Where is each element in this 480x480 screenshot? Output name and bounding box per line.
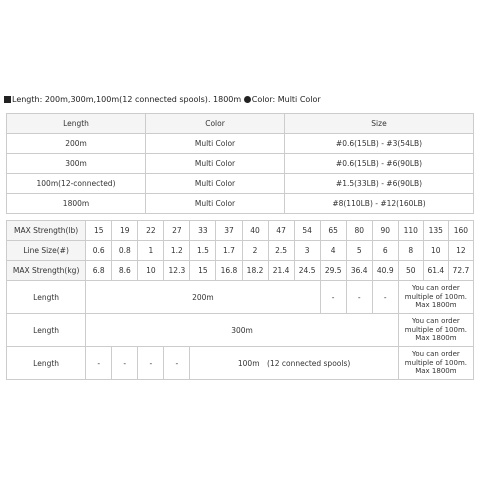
circle-bullet-icon bbox=[244, 96, 251, 103]
line-size-cell: 1 bbox=[138, 241, 164, 261]
strength-table bbox=[6, 220, 474, 380]
strength-lb-cell: 160 bbox=[448, 221, 473, 241]
spec-header-color: Color bbox=[146, 114, 285, 134]
line-size-cell: 10 bbox=[423, 241, 448, 261]
spec-cell: Multi Color bbox=[146, 154, 285, 174]
spec-cell: #1.5(33LB) - #6(90LB) bbox=[285, 174, 474, 194]
strength-kg-cell: 21.4 bbox=[268, 261, 294, 281]
length-label: Length: 200m,300m,100m(12 connected spools) bbox=[12, 95, 208, 104]
length-300m-cell: 300m bbox=[86, 314, 399, 347]
length-200m-cell: 200m bbox=[86, 281, 320, 314]
spec-cell: Multi Color bbox=[146, 174, 285, 194]
strength-kg-cell: 18.2 bbox=[242, 261, 268, 281]
strength-lb-cell: 135 bbox=[423, 221, 448, 241]
strength-lb-cell: 90 bbox=[372, 221, 398, 241]
strength-kg-cell: 6.8 bbox=[86, 261, 112, 281]
table-row bbox=[7, 134, 474, 154]
line-size-cell: 4 bbox=[320, 241, 346, 261]
row-label-length: Length bbox=[7, 281, 86, 314]
row-label-lb: MAX Strength(lb) bbox=[7, 221, 86, 241]
strength-kg-cell: 24.5 bbox=[294, 261, 320, 281]
headline-separator: . bbox=[207, 95, 214, 104]
dash-cell: - bbox=[320, 281, 346, 314]
line-size-cell: 8 bbox=[398, 241, 423, 261]
order-note: You can order multiple of 100m. Max 1800m bbox=[398, 347, 473, 380]
dash-cell: - bbox=[138, 347, 164, 380]
headline bbox=[4, 95, 321, 104]
color-label: Color: Multi Color bbox=[251, 95, 321, 104]
spec-cell: 200m bbox=[7, 134, 146, 154]
order-note: You can order multiple of 100m. Max 1800m bbox=[398, 314, 473, 347]
row-label-size: Line Size(#) bbox=[7, 241, 86, 261]
strength-lb-cell: 80 bbox=[346, 221, 372, 241]
length-extra: 1800m bbox=[213, 95, 242, 104]
strength-lb-cell: 22 bbox=[138, 221, 164, 241]
line-size-cell: 2 bbox=[242, 241, 268, 261]
line-size-cell: 1.7 bbox=[216, 241, 242, 261]
line-size-cell: 5 bbox=[346, 241, 372, 261]
dash-cell: - bbox=[86, 347, 112, 380]
strength-kg-cell: 40.9 bbox=[372, 261, 398, 281]
line-size-cell: 0.6 bbox=[86, 241, 112, 261]
spec-header-length: Length bbox=[7, 114, 146, 134]
line-size-cell: 1.2 bbox=[164, 241, 190, 261]
strength-kg-cell: 29.5 bbox=[320, 261, 346, 281]
square-bullet-icon bbox=[4, 96, 11, 103]
table-row bbox=[7, 154, 474, 174]
line-size-cell: 3 bbox=[294, 241, 320, 261]
strength-kg-cell: 16.8 bbox=[216, 261, 242, 281]
strength-lb-cell: 47 bbox=[268, 221, 294, 241]
spec-cell: 1800m bbox=[7, 194, 146, 214]
line-size-cell: 2.5 bbox=[268, 241, 294, 261]
row-label-length: Length bbox=[7, 314, 86, 347]
spec-cell: 100m(12-connected) bbox=[7, 174, 146, 194]
spec-cell: #0.6(15LB) - #6(90LB) bbox=[285, 154, 474, 174]
strength-kg-cell: 10 bbox=[138, 261, 164, 281]
line-size-cell: 12 bbox=[448, 241, 473, 261]
strength-lb-cell: 110 bbox=[398, 221, 423, 241]
spec-table bbox=[6, 113, 474, 214]
strength-lb-cell: 19 bbox=[112, 221, 138, 241]
row-label-kg: MAX Strength(kg) bbox=[7, 261, 86, 281]
dash-cell: - bbox=[372, 281, 398, 314]
strength-kg-cell: 36.4 bbox=[346, 261, 372, 281]
strength-kg-cell: 12.3 bbox=[164, 261, 190, 281]
spec-cell: #8(110LB) - #12(160LB) bbox=[285, 194, 474, 214]
spec-cell: Multi Color bbox=[146, 134, 285, 154]
strength-kg-cell: 72.7 bbox=[448, 261, 473, 281]
table-row bbox=[7, 221, 474, 241]
order-note: You can order multiple of 100m. Max 1800m bbox=[398, 281, 473, 314]
dash-cell: - bbox=[164, 347, 190, 380]
row-label-length: Length bbox=[7, 347, 86, 380]
table-row bbox=[7, 241, 474, 261]
spec-cell: Multi Color bbox=[146, 194, 285, 214]
strength-lb-cell: 65 bbox=[320, 221, 346, 241]
strength-lb-cell: 33 bbox=[190, 221, 216, 241]
line-size-cell: 1.5 bbox=[190, 241, 216, 261]
line-size-cell: 0.8 bbox=[112, 241, 138, 261]
line-size-cell: 6 bbox=[372, 241, 398, 261]
strength-lb-cell: 27 bbox=[164, 221, 190, 241]
strength-lb-cell: 15 bbox=[86, 221, 112, 241]
strength-lb-cell: 37 bbox=[216, 221, 242, 241]
table-row bbox=[7, 347, 474, 380]
strength-kg-cell: 8.6 bbox=[112, 261, 138, 281]
spec-cell: 300m bbox=[7, 154, 146, 174]
table-row bbox=[7, 261, 474, 281]
table-row bbox=[7, 194, 474, 214]
strength-kg-cell: 61.4 bbox=[423, 261, 448, 281]
table-row bbox=[7, 314, 474, 347]
length-100m-cell: 100m (12 connected spools) bbox=[190, 347, 398, 380]
strength-lb-cell: 54 bbox=[294, 221, 320, 241]
spec-cell: #0.6(15LB) - #3(54LB) bbox=[285, 134, 474, 154]
strength-lb-cell: 40 bbox=[242, 221, 268, 241]
spec-header-row bbox=[7, 114, 474, 134]
dash-cell: - bbox=[112, 347, 138, 380]
table-row bbox=[7, 281, 474, 314]
table-row bbox=[7, 174, 474, 194]
spec-header-size: Size bbox=[285, 114, 474, 134]
dash-cell: - bbox=[346, 281, 372, 314]
strength-kg-cell: 50 bbox=[398, 261, 423, 281]
strength-kg-cell: 15 bbox=[190, 261, 216, 281]
